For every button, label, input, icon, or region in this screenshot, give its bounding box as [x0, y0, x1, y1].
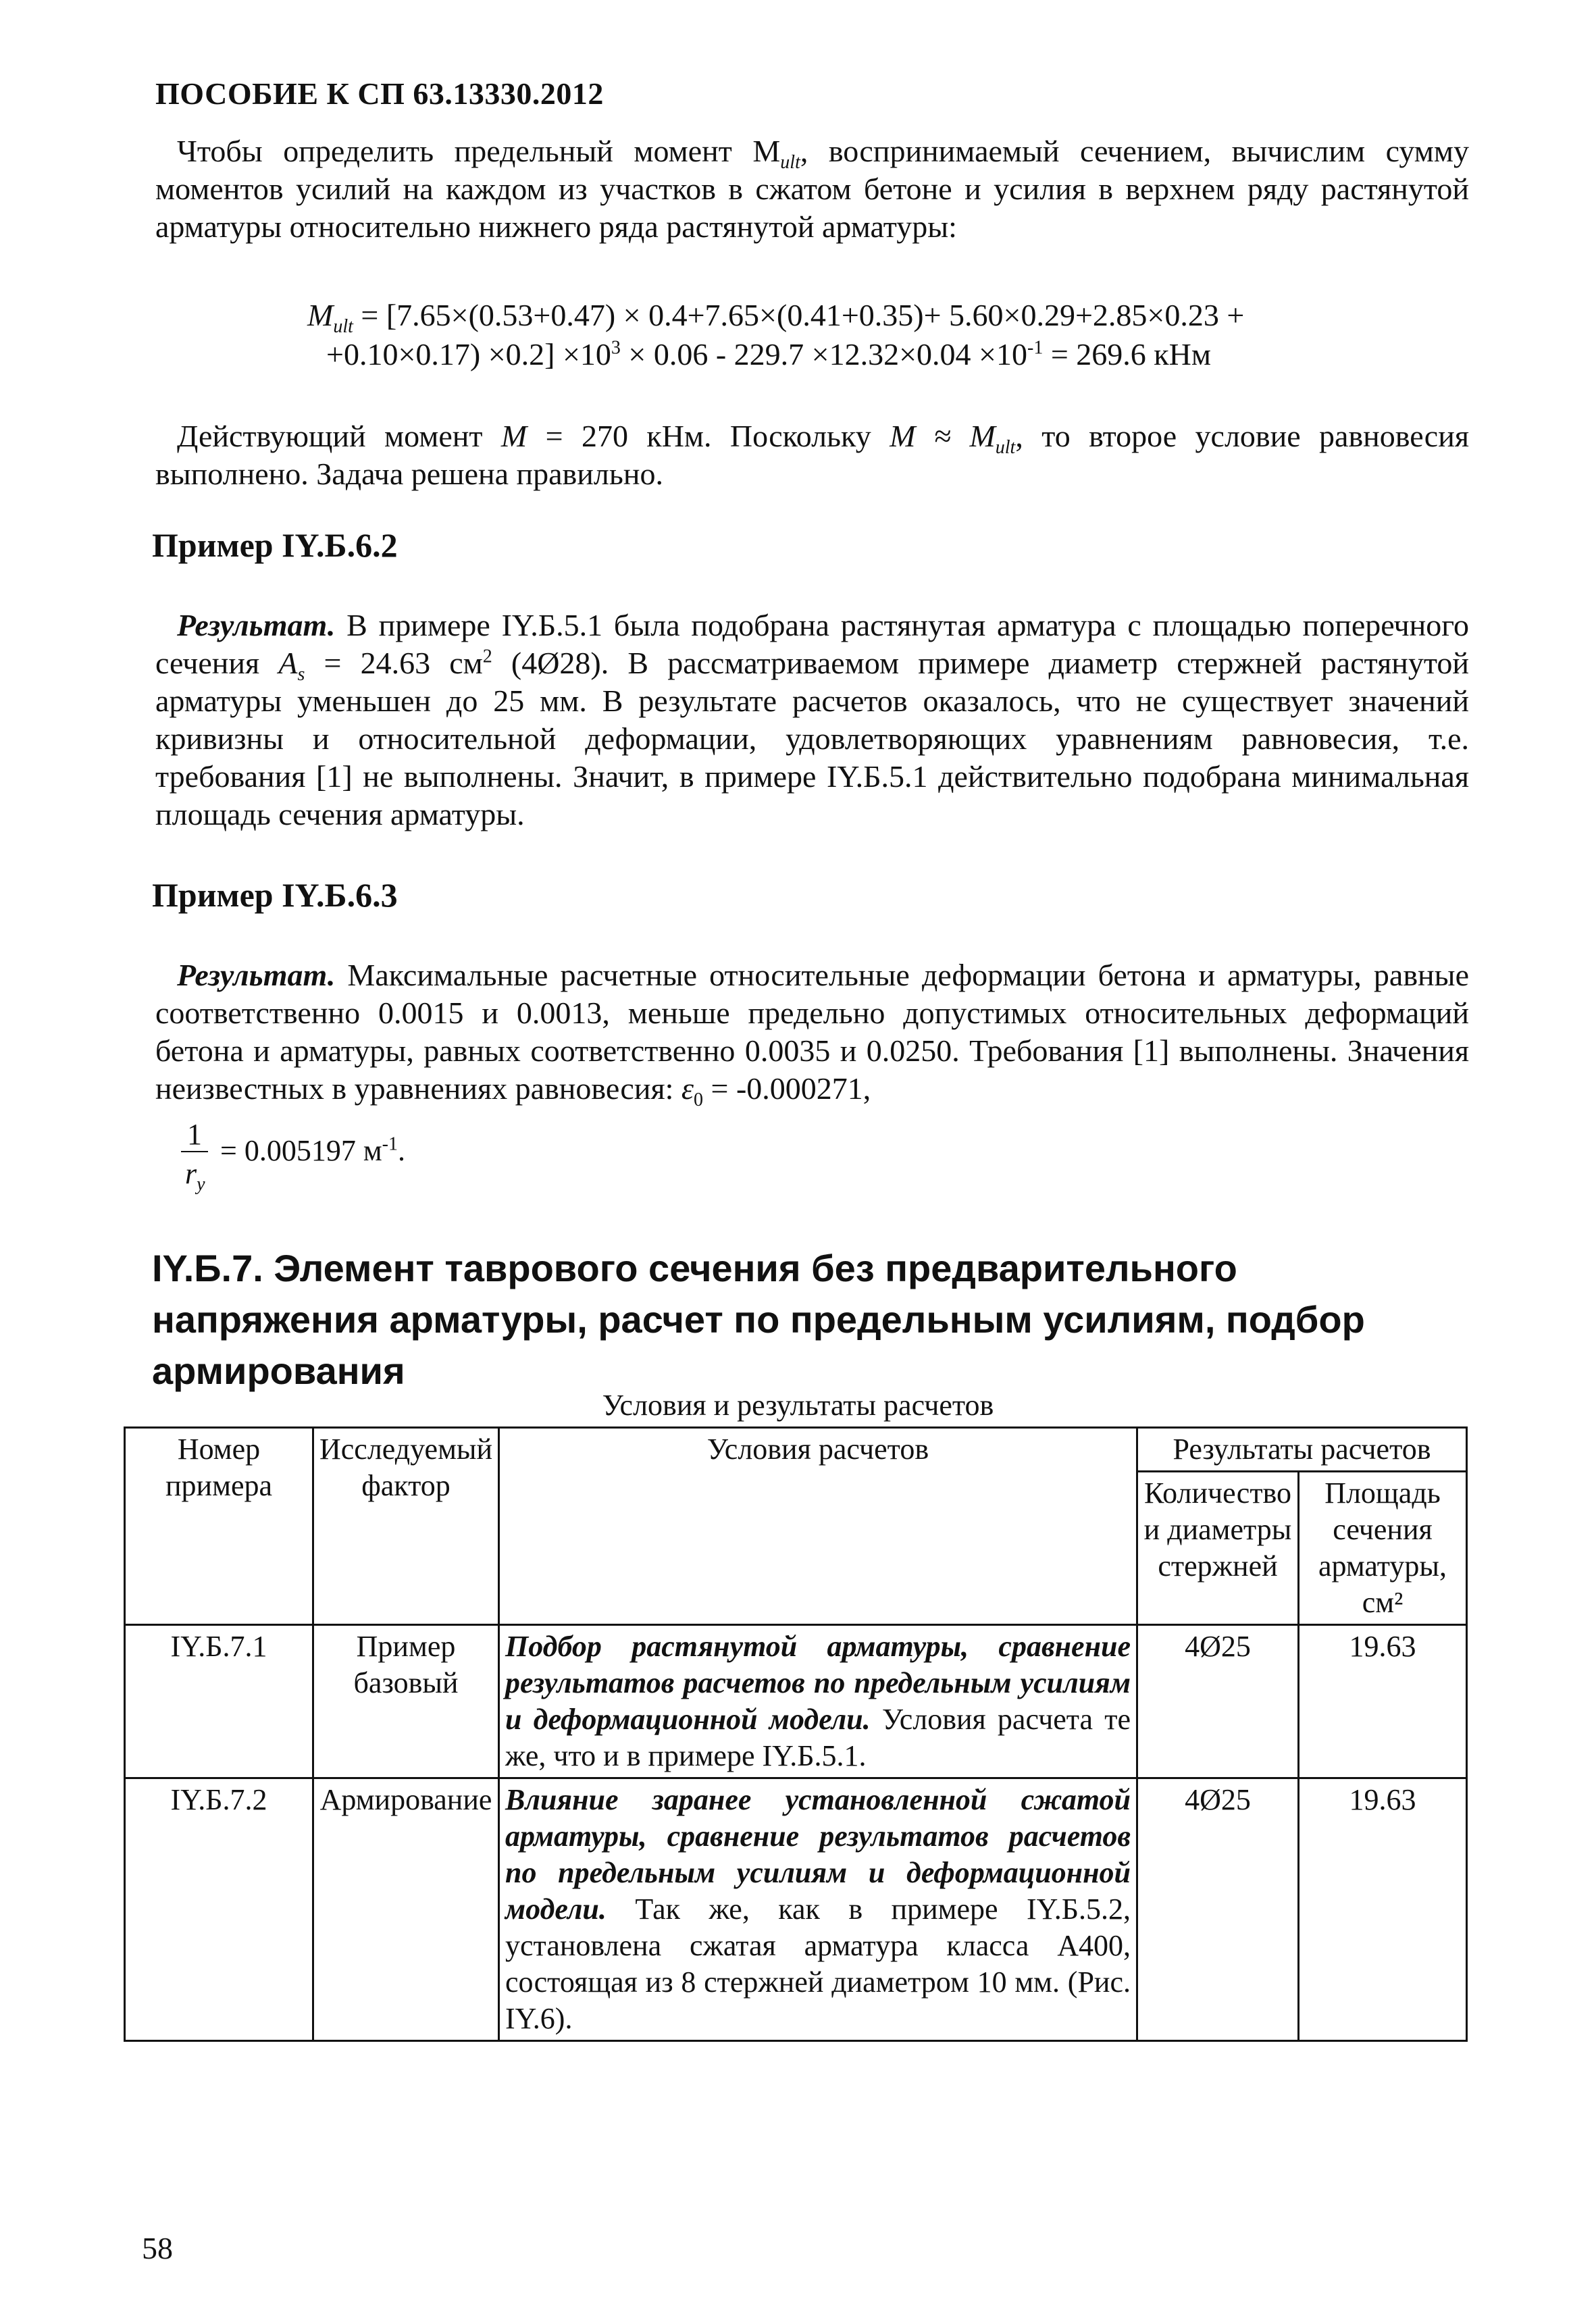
example-3-lead: Результат. — [177, 958, 336, 992]
fraction-rhs-end: . — [398, 1134, 405, 1167]
formula-line-2c: = 269.6 кНм — [1043, 337, 1211, 371]
header-results: Результаты расчетов — [1137, 1428, 1467, 1472]
paragraph-intro — [155, 132, 1469, 246]
formula-lhs: M — [307, 298, 334, 332]
row-2-conditions — [499, 1778, 1137, 2041]
running-header: ПОСОБИЕ К СП 63.13330.2012 — [155, 76, 604, 111]
row-2-area: 19.63 — [1299, 1778, 1467, 2041]
fraction-denominator — [185, 1156, 205, 1195]
row-1-conditions-rest: Условия расчета те же, что и в примере IY.Б.5.1. — [505, 1703, 1131, 1772]
example-2-lead: Результат. — [177, 608, 336, 642]
row-1-factor: Пример базовый — [313, 1625, 499, 1778]
formula-lhs-sub: ult — [333, 316, 353, 338]
formula-sup-1: 3 — [611, 337, 621, 359]
row-2-conditions-rest: Так же, как в примере IY.Б.5.2, установлена сжатая арматура класса А400, состоящая из 8 стержней диаметром 10 мм. (Рис. IY.6). — [505, 1893, 1131, 2035]
row-2-number: IY.Б.7.2 — [125, 1778, 313, 2041]
example-2-text-b: = 24.63 см — [305, 646, 483, 680]
row-1-number: IY.Б.7.1 — [125, 1625, 313, 1778]
results-table — [124, 1426, 1468, 2042]
moment-formula — [307, 296, 1456, 374]
intro-sub: ult — [780, 152, 800, 174]
header-factor: Исследуемый фактор — [313, 1428, 499, 1625]
header-area: Площадь сечения арматуры, см² — [1299, 1472, 1467, 1625]
conclusion-sub: ult — [995, 437, 1016, 459]
table-caption: Условия и результаты расчетов — [602, 1389, 994, 1422]
formula-sup-2: -1 — [1027, 337, 1044, 359]
intro-text-rest: , воспринимаемый сечением, вычислим сумму моментов усилий на каждом из участков в сжатом бетоне и усилия в верхнем ряду растянутой арматуры относительно нижнего ряда растянутой арматуры: — [155, 134, 1469, 244]
example-2-sup: 2 — [482, 646, 492, 667]
row-1-area: 19.63 — [1299, 1625, 1467, 1778]
example-3-text — [155, 956, 1469, 1111]
section-title: IY.Б.7. Элемент таврового сечения без предварительного напряжения арматуры, расчет по предельным усилиям, подбор армирования — [152, 1247, 1365, 1392]
header-count: Количество и диаметры стержней — [1137, 1472, 1299, 1625]
fraction-den-sub: y — [197, 1173, 205, 1195]
paragraph-conclusion — [155, 417, 1469, 493]
row-1-count: 4Ø25 — [1137, 1625, 1299, 1778]
conclusion-text-a: Действующий момент — [177, 419, 501, 453]
example-2-text-c: (4Ø28). В рассматриваемом примере диаметр стержней растянутой арматуры уменьшен до 25 мм. В результате расчетов оказалось, что не существует значений кривизны и относительной деформации, удовлетворяющих уравнениям равновесия, т.е. требования [1] не выполнены. Значит, в примере IY.Б.5.1 действительно подобрана минимальная площадь сечения арматуры. — [155, 646, 1470, 831]
example-3-epsilon-sub: 0 — [694, 1089, 704, 1111]
row-1-conditions-bold: Подбор растянутой арматуры, сравнение результатов расчетов по предельным усилиям и деформационной модели. — [505, 1630, 1131, 1736]
example-2-heading: Пример IY.Б.6.2 — [152, 526, 398, 564]
example-2-as: A — [278, 646, 298, 680]
fraction-rhs-value: = 0.005197 м — [220, 1134, 382, 1167]
example-2-as-sub: s — [297, 664, 305, 686]
example-2-text — [155, 607, 1469, 833]
fraction-rhs-sup: -1 — [382, 1133, 398, 1155]
example-2-text-a: В примере IY.Б.5.1 была подобрана растянутая арматура с площадью поперечного сечения — [155, 608, 1469, 680]
formula-line-1: = [7.65×(0.53+0.47) × 0.4+7.65×(0.41+0.35)+ 5.60×0.29+2.85×0.23 + — [353, 298, 1245, 332]
row-2-factor: Армирование — [313, 1778, 499, 2041]
row-2-conditions-bold: Влияние заранее установленной сжатой арматуры, сравнение результатов расчетов по предельным усилиям и деформационной модели. — [505, 1783, 1131, 1926]
row-2-count: 4Ø25 — [1137, 1778, 1299, 2041]
formula-line-2b: × 0.06 - 229.7 ×12.32×0.04 ×10 — [620, 337, 1027, 371]
example-3-text-a: Максимальные расчетные относительные деформации бетона и арматуры, равные соответственно 0.0015 и 0.0013, меньше предельно допустимых относительных деформаций бетона и арматуры, равных соответственно 0.0035 и 0.0250. Требования [1] выполнены. Значения неизвестных в уравнениях равновесия: — [155, 958, 1469, 1106]
conclusion-text-b: = 270 кНм. Поскольку — [527, 419, 890, 453]
row-1-conditions — [499, 1625, 1137, 1778]
example-3-text-b: = -0.000271, — [703, 1071, 871, 1106]
conclusion-m2: M ≈ M — [890, 419, 996, 453]
conclusion-m: M — [500, 419, 527, 453]
header-number: Номер примера — [125, 1428, 313, 1625]
page-number: 58 — [142, 2231, 173, 2265]
example-3-heading: Пример IY.Б.6.3 — [152, 876, 398, 914]
example-3-epsilon: ε — [681, 1071, 694, 1106]
fraction-numerator: 1 — [187, 1118, 202, 1151]
table-row — [125, 1625, 1467, 1778]
fraction-den-r: r — [185, 1157, 197, 1190]
intro-text: Чтобы определить предельный момент M — [177, 134, 781, 168]
fraction-rhs — [220, 1133, 405, 1168]
conclusion-text-c: , то второе условие равновесия выполнено. Задача решена правильно. — [155, 419, 1469, 491]
table-row — [125, 1778, 1467, 2041]
formula-line-2a: +0.10×0.17) ×0.2] ×10 — [326, 337, 611, 371]
fraction-bar — [181, 1151, 208, 1152]
header-conditions: Условия расчетов — [499, 1428, 1137, 1625]
